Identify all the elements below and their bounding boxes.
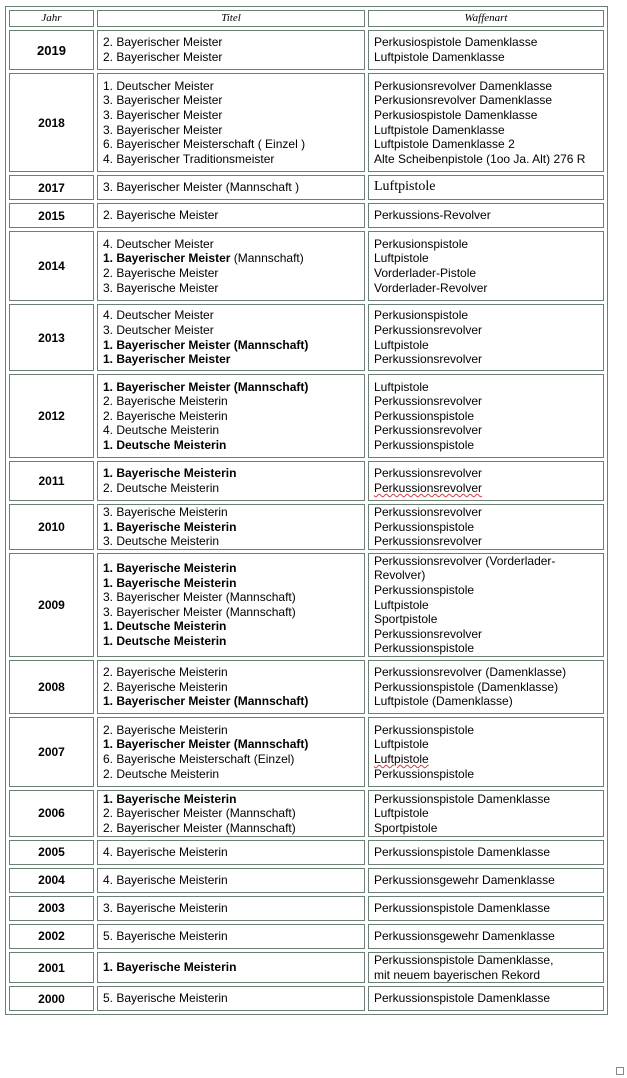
weapon-line: Luftpistole (Damenklasse) (374, 694, 513, 709)
title-cell (97, 304, 365, 371)
title-bold-text: 1. Bayerischer Meister (103, 251, 231, 266)
title-line: 3. Deutsche Meisterin (103, 534, 220, 549)
title-line (103, 960, 361, 975)
title-line: 2. Bayerischer Meister (103, 35, 223, 50)
header-row (9, 10, 604, 27)
title-line: 4. Deutscher Meister (103, 308, 214, 323)
title-bold-text: 1. Bayerische Meisterin (103, 519, 237, 534)
title-cell (97, 868, 365, 893)
title-line: 6. Bayerische Meisterschaft (Einzel) (103, 751, 295, 766)
weapon-line: Perkusiospistole Damenklasse (374, 107, 538, 122)
title-line: 6. Bayerischer Meisterschaft ( Einzel ) (103, 137, 306, 152)
weapon-line: Perkusionspistole (374, 236, 469, 251)
weapon-cell (368, 896, 604, 921)
spellcheck-underlined-text: Perkussionsrevolver (374, 481, 483, 495)
resize-handle[interactable] (616, 1067, 624, 1075)
weapon-line: Perkusiospistole Damenklasse (374, 35, 538, 50)
table-row (9, 952, 604, 983)
title-cell (97, 553, 365, 657)
table-row (9, 790, 604, 837)
title-line: 5. Bayerische Meisterin (103, 929, 228, 944)
title-line: 3. Bayerischer Meister (103, 122, 223, 137)
year-cell: 2015 (9, 203, 94, 228)
weapon-line: Luftpistole (374, 737, 429, 752)
weapon-line: Perkussionsrevolver (374, 322, 483, 337)
title-bold-text: 1. Deutsche Meisterin (103, 634, 227, 649)
title-line: 2. Bayerische Meisterin (103, 679, 228, 694)
table-row (9, 986, 604, 1011)
title-cell (97, 461, 365, 501)
weapon-line: Luftpistole (374, 597, 429, 612)
table-row (9, 203, 604, 228)
title-bold-text: 1. Bayerischer Meister (Mannschaft) (103, 379, 309, 394)
weapon-line: Luftpistole (374, 379, 429, 394)
title-cell (97, 374, 365, 458)
title-line: 2. Bayerischer Meister (103, 50, 223, 64)
year-cell: 2018 (9, 73, 94, 172)
year-cell: 2002 (9, 924, 94, 949)
weapon-line: Perkussionspistole (374, 519, 475, 534)
title-bold-text: 1. Deutsche Meisterin (103, 619, 227, 634)
title-line (103, 561, 361, 576)
title-line (103, 338, 361, 353)
table-row (9, 924, 604, 949)
title-line: 3. Bayerische Meisterin (103, 505, 228, 519)
title-line: 3. Bayerischer Meister (Mannschaft) (103, 604, 296, 619)
title-rest-text: (Mannschaft) (230, 251, 304, 266)
weapon-line: Perkusionspistole (374, 308, 469, 323)
weapon-line: Luftpistole Damenklasse (374, 50, 505, 64)
weapon-cell (368, 504, 604, 550)
weapon-line: Luftpistole Damenklasse 2 (374, 137, 515, 152)
weapon-line: Perkussions-Revolver (374, 208, 491, 223)
weapon-line: Perkussionsrevolver (374, 534, 483, 549)
weapon-line: Perkusionsrevolver Damenklasse (374, 93, 553, 108)
weapon-line: Perkussionsrevolver (374, 423, 483, 438)
weapon-cell (368, 924, 604, 949)
title-line (103, 634, 361, 649)
title-bold-text: 1. Bayerische Meisterin (103, 960, 237, 975)
title-cell (97, 717, 365, 787)
title-line (103, 619, 361, 634)
weapon-line: Perkussionsrevolver (Vorderlader-Revolver) (374, 553, 556, 583)
table-row (9, 553, 604, 657)
year-cell: 2009 (9, 553, 94, 657)
table-row (9, 504, 604, 550)
weapon-cell (368, 717, 604, 787)
weapon-line: Sportpistole (374, 612, 438, 627)
title-line (103, 520, 361, 535)
title-line (103, 352, 361, 367)
weapon-cell (368, 461, 604, 501)
title-line: 3. Deutscher Meister (103, 322, 214, 337)
title-cell (97, 924, 365, 949)
title-line: 3. Bayerische Meisterin (103, 901, 228, 916)
title-line: 4. Bayerischer Traditionsmeister (103, 151, 275, 166)
title-line: 3. Bayerischer Meister (103, 93, 223, 108)
weapon-cell (368, 30, 604, 70)
weapon-line: Perkussionspistole (374, 722, 475, 737)
title-line (103, 380, 361, 395)
title-cell (97, 504, 365, 550)
title-bold-text: 1. Bayerische Meisterin (103, 791, 237, 806)
spellcheck-underlined-text: Luftpistole (374, 751, 429, 766)
weapon-line: Perkussionsrevolver (374, 394, 483, 409)
table-row (9, 231, 604, 301)
weapon-line: Perkussionspistole (Damenklasse) (374, 679, 559, 694)
title-line: 2. Bayerische Meister (103, 208, 219, 223)
table-row (9, 717, 604, 787)
weapon-cell (368, 986, 604, 1011)
weapon-cell (368, 660, 604, 714)
weapon-line: Perkussionsrevolver (374, 352, 483, 367)
weapon-line: Perkussionspistole (374, 437, 475, 452)
title-line: 2. Bayerischer Meister (Mannschaft) (103, 806, 296, 821)
year-cell: 2017 (9, 175, 94, 200)
title-line: 2. Bayerische Meisterin (103, 722, 228, 737)
weapon-line: Perkussionspistole (374, 582, 475, 597)
title-line: 2. Bayerische Meisterin (103, 394, 228, 409)
weapon-cell (368, 73, 604, 172)
weapon-line: Perkussionsrevolver (374, 626, 483, 641)
weapon-line: Perkussionspistole Damenklasse (374, 901, 551, 916)
weapon-line: Luftpistole (374, 251, 429, 266)
table-row (9, 840, 604, 865)
year-cell: 2014 (9, 231, 94, 301)
title-line: 4. Bayerische Meisterin (103, 845, 228, 860)
weapon-line: Luftpistole (374, 337, 429, 352)
header-weapon: Waffenart (368, 10, 604, 27)
table-row (9, 896, 604, 921)
title-bold-text: 1. Bayerische Meisterin (103, 575, 237, 590)
weapon-line: Perkussionsrevolver (Damenklasse) (374, 665, 567, 680)
weapon-cell (368, 203, 604, 228)
weapon-cell (368, 840, 604, 865)
year-cell: 2011 (9, 461, 94, 501)
table-row (9, 461, 604, 501)
weapon-line: Perkussionsgewehr Damenklasse (374, 873, 555, 888)
year-cell: 2005 (9, 840, 94, 865)
title-line (103, 792, 361, 807)
year-cell: 2007 (9, 717, 94, 787)
weapon-cell (368, 175, 604, 200)
table-row (9, 73, 604, 172)
weapon-cell (368, 553, 604, 657)
weapon-cell (368, 231, 604, 301)
table-row (9, 304, 604, 371)
weapon-line: Perkussionspistole Damenklasse, (374, 952, 554, 967)
weapon-line: Perkussionspistole (374, 408, 475, 423)
title-line: 2. Bayerische Meisterin (103, 408, 228, 423)
weapon-line: Vorderlader-Pistole (374, 266, 477, 280)
table-row (9, 868, 604, 893)
title-bold-text: 1. Bayerischer Meister (Mannschaft) (103, 737, 309, 752)
weapon-line: Perkussionsrevolver (374, 466, 483, 481)
table-row (9, 374, 604, 458)
title-cell (97, 660, 365, 714)
title-line: 5. Bayerische Meisterin (103, 991, 228, 1006)
title-cell (97, 30, 365, 70)
weapon-line: Perkussionspistole Damenklasse (374, 791, 551, 806)
title-cell (97, 840, 365, 865)
year-cell: 2012 (9, 374, 94, 458)
weapon-line: Luftpistole (374, 806, 429, 821)
title-line: 3. Bayerischer Meister (103, 107, 223, 122)
title-cell (97, 790, 365, 837)
weapon-line: Perkussionspistole (374, 641, 475, 656)
title-bold-text: 1. Bayerischer Meister (Mannschaft) (103, 694, 309, 709)
title-line (103, 438, 361, 453)
weapon-line (374, 481, 600, 496)
title-bold-text: 1. Deutsche Meisterin (103, 437, 227, 452)
weapon-line: mit neuem bayerischen Rekord (374, 967, 541, 982)
title-line: 4. Deutsche Meisterin (103, 423, 220, 438)
weapon-cell (368, 304, 604, 371)
title-line: 3. Bayerischer Meister (Mannschaft) (103, 590, 296, 605)
title-bold-text: 1. Bayerischer Meister (Mannschaft) (103, 337, 309, 352)
title-line (103, 737, 361, 752)
year-cell: 2001 (9, 952, 94, 983)
table-row (9, 660, 604, 714)
title-cell (97, 952, 365, 983)
title-line (103, 694, 361, 709)
title-line: 2. Deutsche Meisterin (103, 766, 220, 781)
weapon-cell (368, 374, 604, 458)
year-cell: 2010 (9, 504, 94, 550)
title-bold-text: 1. Bayerischer Meister (103, 352, 231, 367)
table-row (9, 175, 604, 200)
year-cell: 2000 (9, 986, 94, 1011)
weapon-line: Perkussionsgewehr Damenklasse (374, 929, 555, 944)
year-cell: 2006 (9, 790, 94, 837)
title-line: 3. Bayerischer Meister (Mannschaft ) (103, 180, 300, 195)
results-table (5, 6, 608, 1015)
title-line: 1. Deutscher Meister (103, 78, 214, 93)
year-cell: 2004 (9, 868, 94, 893)
weapon-line: Vorderlader-Revolver (374, 280, 488, 295)
title-cell (97, 175, 365, 200)
weapon-line: Perkussionspistole Damenklasse (374, 991, 551, 1006)
title-cell (97, 203, 365, 228)
title-bold-text: 1. Bayerische Meisterin (103, 561, 237, 576)
title-cell (97, 73, 365, 172)
title-line: 4. Deutscher Meister (103, 236, 214, 251)
year-cell: 2008 (9, 660, 94, 714)
header-title: Titel (97, 10, 365, 27)
weapon-cell (368, 790, 604, 837)
title-line: 4. Bayerische Meisterin (103, 873, 228, 888)
weapon-line (374, 752, 600, 767)
year-cell: 2013 (9, 304, 94, 371)
table-body (9, 30, 604, 1011)
weapon-line: Luftpistole Damenklasse (374, 122, 505, 137)
title-line: 2. Bayerische Meisterin (103, 665, 228, 680)
weapon-line: Sportpistole (374, 820, 438, 835)
title-line: 2. Bayerischer Meister (Mannschaft) (103, 820, 296, 835)
weapon-line: Perkusionsrevolver Damenklasse (374, 78, 553, 93)
weapon-line: Perkussionsrevolver (374, 505, 483, 519)
weapon-line: Alte Scheibenpistole (1oo Ja. Alt) 276 R (374, 151, 586, 166)
weapon-line: Luftpistole (374, 179, 436, 195)
weapon-line: Perkussionspistole (374, 766, 475, 781)
year-cell: 2003 (9, 896, 94, 921)
weapon-line: Perkussionspistole Damenklasse (374, 845, 551, 860)
title-bold-text: 1. Bayerische Meisterin (103, 466, 237, 481)
title-line (103, 576, 361, 591)
title-line (103, 466, 361, 481)
year-cell: 2019 (9, 30, 94, 70)
title-line: 2. Deutsche Meisterin (103, 481, 220, 495)
title-line: 2. Bayerische Meister (103, 266, 219, 280)
weapon-cell (368, 868, 604, 893)
title-line (103, 251, 361, 266)
title-cell (97, 986, 365, 1011)
title-cell (97, 231, 365, 301)
title-line: 3. Bayerische Meister (103, 280, 219, 295)
header-year: Jahr (9, 10, 94, 27)
table-row (9, 30, 604, 70)
weapon-cell (368, 952, 604, 983)
title-cell (97, 896, 365, 921)
